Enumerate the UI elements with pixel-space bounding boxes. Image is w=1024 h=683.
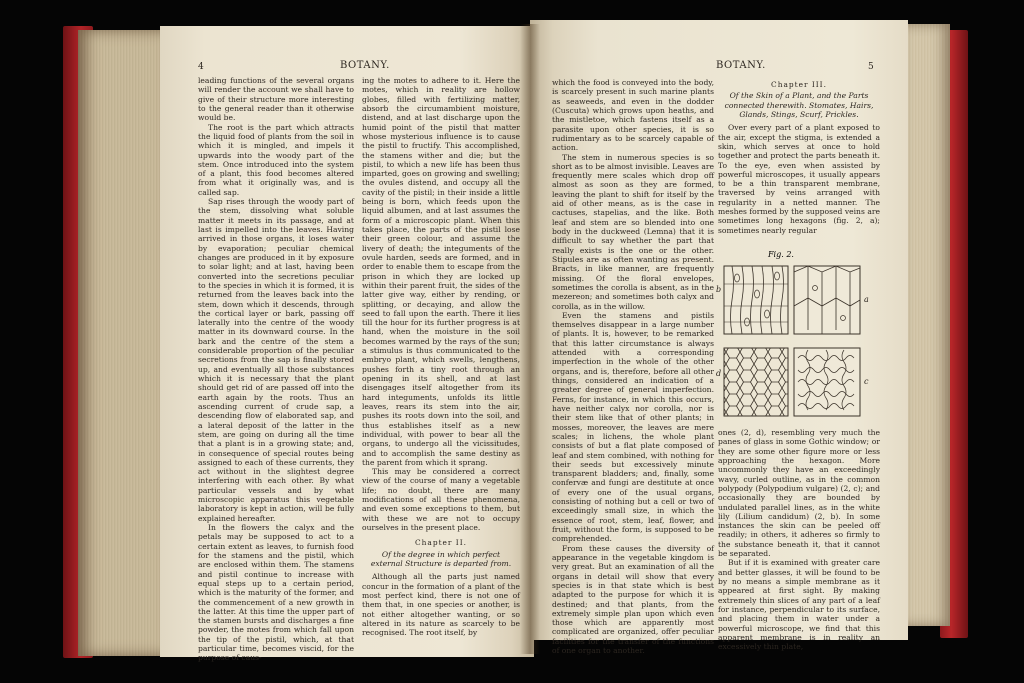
paragraph: But if it is examined with greater care and better glasses, it will be found to be by no means a simple membrane as it appeared at first sight. By making extremely thin slices of any part of a leaf for instance, perpendicular to its surface, and placing them in water under a powerful microscope, we find that this apparent membrane is in reality an excessively thin plate, [718,558,880,652]
paragraph: Even the stamens and pistils themselves disappear in a large number of plants. It is, however, to be remarked that this latter circumstance is always attended with a corresponding imperfection in the whole of the other organs, and is, therefore, before all other things, considered an indication of a greater degree of general imperfection. Ferns, for instance, in which this occurs, have neither calyx nor corolla, nor is their stem like that of other plants; in mosses, moreover, the leaves are mere scales; in lichens, the whole plant consists of but a flat plate composed of leaf and stem combined, with nothing for their seeds but excessively minute transparent bladders; and, finally, some confervæ and fungi are destitute at once of every one of the usual organs, consisting of nothing but a cell or two of exceedingly small size, in which the essence of root, stem, leaf, flower, and fruit, without the form, is supposed to be comprehended. [552,310,714,544]
paragraph: In the flowers the calyx and the petals may be supposed to act to a certain extent as leaves, to furnish food for the stamens and the pistil, which are enclosed within them. The stamens and pistil continue to increase with equal steps up to a certain period, which is the maturity of the former, and the commencement of a new growth in the latter. At this time the upper part of the stamen bursts and discharges a fine powder, the motes from which fall upon the tip of the pistil, which, at that particular time, becomes viscid, for the purpose of caus- [198,523,354,663]
figure-letter-d: d [716,369,722,378]
right-column-2-bottom [718,428,880,652]
book-gutter [520,24,540,654]
paragraph: Sap rises through the woody part of the stem, dissolving what soluble matter it meets in its passage, and at last is impelled into the leaves. Having arrived in those organs, it loses water by evaporation; peculiar chemical changes are produced in it by exposure to solar light; and at last, having been converted into the secretions peculiar to the species in which it is formed, it is returned from the leaves back into the stem, down which it descends, through the cortical layer or bark, passing off laterally into the centre of the woody matter in its downward course. In the bark and the centre of the stem a considerable proportion of the peculiar secretions from the sap is finally stored up, and eventually all those substances which it is necessary that the plant should get rid of are passed off into the earth again by the roots. Thus an ascending current of crude sap, a descending flow of elaborated sap, and a lateral deposit of the latter in the stem, are going on during all the time that a plant is in a growing state; and, in consequence of special routes being assigned to each of these currents, they act without in the slightest degree interfering with each other. By what particular vessels and by what microscopic apparatus this vegetable laboratory is kept in action, will be fully explained hereafter. [198,197,354,523]
right-column-2-top [718,78,880,254]
paragraph: Over every part of a plant exposed to the air, except the stigma, is extended a skin, which serves at once to hold together and protect the parts beneath it. To the eye, even when assisted by powerful microscopes, it usually appears to be a thin transparent membrane, traversed by veins arranged with regularity in a netted manner. The meshes formed by the supposed veins are sometimes long hexagons (fig. 2, a); sometimes nearly regular [718,123,880,235]
right-running-head: BOTANY. [716,60,766,71]
page-edges-left [78,30,164,656]
figure-2-illustration [712,262,872,422]
paragraph: ing the motes to adhere to it. Here the motes, which in reality are hollow globes, filled with fertilizing matter, absorb the circumambient moisture, distend, and at last discharge upon the humid point of the pistil that matter whose mysterious influence is to cause the pistil to fructify. This accomplished, the stamens wither and die; but the pistil, to which a new life has been thus imparted, goes on growing and swelling; the ovules distend, and occupy all the cavity of the pistil; in their inside a little being is born, which feeds upon the liquid albumen, and at last assumes the form of a microscopic plant. When this takes place, the parts of the pistil lose their green colour, and assume the livery of death; the integuments of the ovule harden, seeds are formed, and in order to enable them to escape from the prison in which they are locked up within their parent fruit, the sides of the latter give way, either by rending, or splitting, or decaying, and allow the seed to fall upon the earth. There it lies till the hour for its further progress is at hand, when the moisture in the soil becomes warmed by the rays of the sun; a stimulus is thus communicated to the embryo plant, which swells, lengthens, pushes forth a tiny root through an opening in its shell, and at last disengages itself altogether from its hard integuments, unfolds its little leaves, rears its stem into the air, pushes its roots down into the soil, and thus establishes itself as a new individual, with power to bear all the organs, to undergo all the vicissitudes, and to accomplish the same destiny as the parent from which it sprang. [362,76,520,467]
figure-letter-b: b [716,285,722,294]
right-page-number: 5 [868,62,874,72]
figure-label: Fig. 2. [768,250,794,259]
paragraph: leading functions of the several organs will render the account we shall have to give of their structure more interesting to the general reader than it otherwise would be. [198,76,354,123]
paragraph: From these causes the diversity of appearance in the vegetable kingdom is very great. But an examination of all the organs in detail will show that every species is in that state which is best adapted to the purpose for which it is destined; and that plants, from the extremely simple plan upon which even those which are apparently most complicated are organized, offer peculiar facilities for the transfer of the functions of one organ to another. [552,543,714,656]
paragraph: ones (2, d), resembling very much the panes of glass in some Gothic window; or they are some other figure more or less approaching the hexagon. More uncommonly they have an exceedingly wavy, curled outline, as in the common polypody (Polypodium vulgare) (2, c); and occasionally they are bounded by undulated parallel lines, as in the white lily (Lilium candidum) (2, b). In some instances the skin can be peeled off readily; in others, it adheres so firmly to the substance beneath it, that it cannot be separated. [718,428,880,559]
right-column-1 [552,78,714,656]
figure-panel-b [724,266,788,334]
figure-panel-a [794,266,860,334]
figure-letter-c: c [864,377,869,386]
paragraph: which the food is conveyed into the body, is scarcely present in such marine plants as seaweeds, and even in the dodder (Cuscuta) which grows upon heaths, and the mistletoe, which fastens itself as a parasite upon other species, it is so rudimentary as to be scarcely capable of action. [552,78,714,153]
chapter-subtitle: Of the degree in which perfect external Structure is departed from. [370,549,512,568]
figure-letter-a: a [864,295,869,304]
figure-panel-d [724,348,788,416]
left-column-2 [362,76,520,646]
chapter-subtitle: Of the Skin of a Plant, and the Parts connected therewith. Stomates, Hairs, Glands, Stings, Scurf, Prickles. [724,91,874,119]
left-page [160,26,534,663]
left-column-1 [198,76,354,663]
chapter-heading: Chapter II. [415,538,467,548]
cell-structure-illustration [712,262,872,422]
paragraph: The root is the part which attracts the liquid food of plants from the soil in which it is mingled, and impels it upwards into the woody part of the stem. Once introduced into the system of a plant, this food becomes altered from what it originally was, and is called sap. [198,122,354,197]
paragraph: The stem in numerous species is so short as to be almost invisible. Leaves are frequently mere scales which drop off almost as soon as they are formed, leaving the plant to shift for itself by the aid of other means, as is the case in cactuses, stapelias, and the like. Both leaf and stem are so blended into one body in the duckweed (Lemna) that it is difficult to say whether the part that really exists is the one or the other. Stipules are as often wanting as present. Bracts, in like manner, are frequently missing. Of the floral envelopes, sometimes the corolla is absent, as in the mezereon; and sometimes both calyx and corolla, as in the willow. [552,152,714,311]
page-edges-right [906,24,950,626]
figure-panel-c [794,348,860,416]
left-running-head: BOTANY. [340,60,390,71]
paragraph: This may be considered a correct view of the course of many a vegetable life; no doubt, there are many modifications of all these phenomena, and even some exceptions to them, but with these we are not to occupy ourselves in the present place. [362,467,520,532]
left-page-number: 4 [198,62,204,72]
paragraph: Although all the parts just named concur in the formation of a plant of the most perfect kind, there is not one of them that, in one species or another, is not either altogether wanting, or so altered in its nature as scarcely to be recognised. The root itself, by [362,572,520,638]
chapter-heading: Chapter III. [771,80,827,89]
